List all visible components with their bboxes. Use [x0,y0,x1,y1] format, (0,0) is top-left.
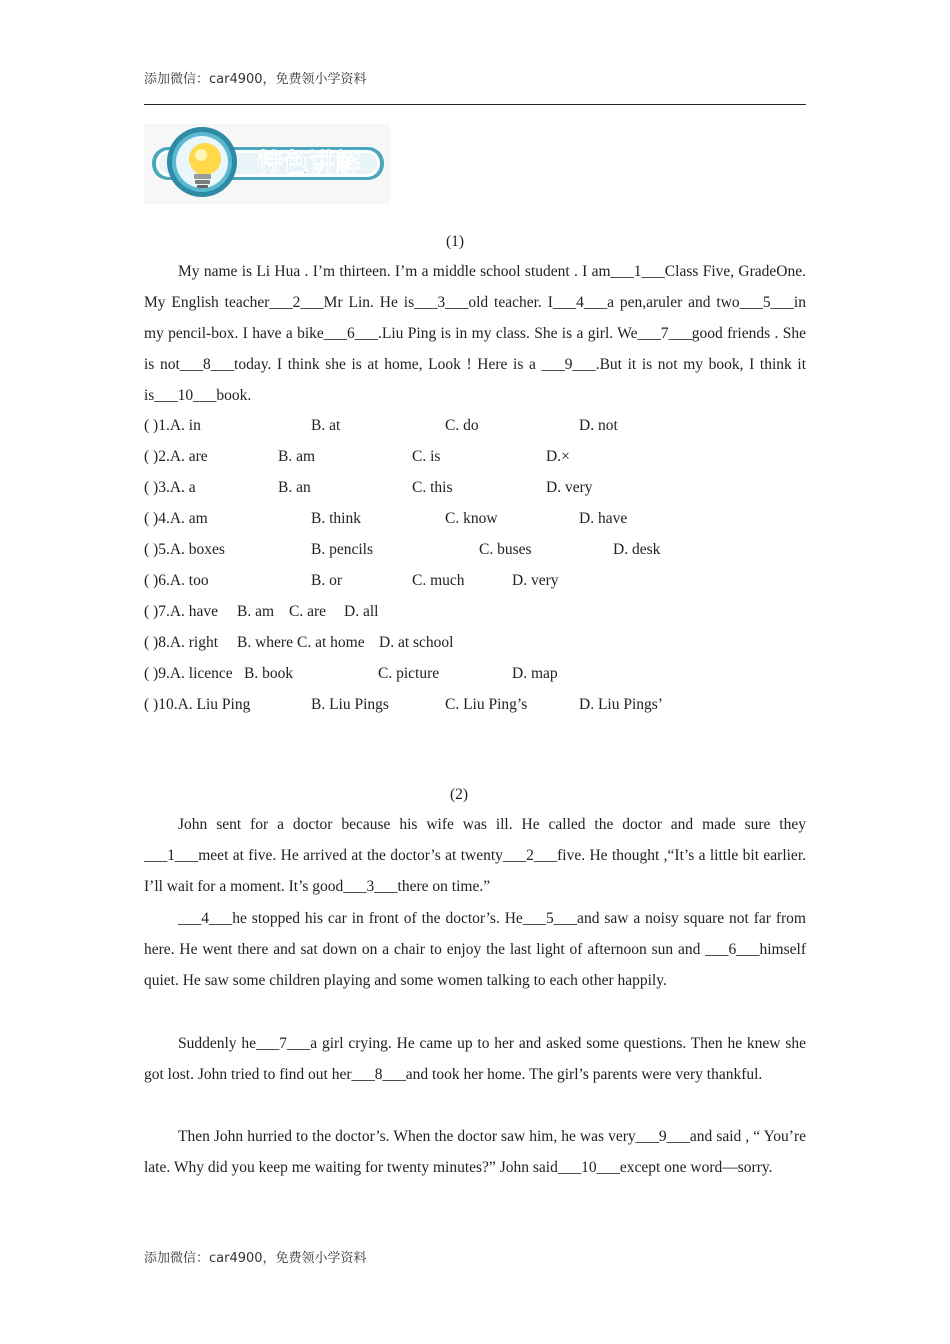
option-d: D. at school [379,634,454,651]
option-c: C. at home [297,634,365,651]
option-a: ( )8.A. right [144,634,219,651]
option-d: D. all [344,603,379,620]
section2-title: (2) [449,786,469,803]
section2-paragraph: Suddenly he___7___a girl crying. He came up to her and asked some questions. Then he knew she got lost. John tried to find out her___8___and took her home. The girl’s parents were very thankful. [144,1035,806,1083]
option-d: D. desk [613,541,661,558]
option-b: B. Liu Pings [311,696,389,713]
page-header: 添加微信：car4900，免费领小学资料 [144,72,367,87]
option-d: D. map [512,665,558,682]
option-c: C. this [412,479,453,496]
option-a: ( )9.A. licence [144,665,233,682]
option-d: D. have [579,510,628,527]
option-a: ( )4.A. am [144,510,208,527]
option-c: C. know [445,510,498,527]
section2-paragraph: Then John hurried to the doctor’s. When the doctor saw him, he was very___9___and said , “ You’re late. Why did you keep me waiting for twenty minutes?” John said___10___except one word—sorry. [144,1128,806,1176]
option-a: ( )3.A. a [144,479,196,496]
option-a: ( )1.A. in [144,417,201,434]
option-b: B. think [311,510,361,527]
option-a: ( )7.A. have [144,603,219,620]
option-c: C. is [412,448,441,465]
option-d: D. very [512,572,559,589]
lightbulb-badge-icon [144,124,390,204]
option-c: C. picture [378,665,440,682]
option-b: B. book [244,665,294,682]
option-a: ( )5.A. boxes [144,541,225,558]
option-c: C. do [445,417,479,434]
option-d: D.× [546,448,570,465]
option-a: ( )10.A. Liu Ping [144,696,251,713]
option-c: C. Liu Ping’s [445,696,528,713]
header-rule [144,104,806,105]
option-d: D. very [546,479,593,496]
feature-badge [144,124,390,204]
badge-label: 特色讲解 [256,149,362,179]
option-a: ( )2.A. are [144,448,208,465]
option-c: C. buses [479,541,532,558]
option-c: C. are [289,603,327,620]
section1-passage: My name is Li Hua . I’m thirteen. I’m a middle school student . I am___1___Class Five, GradeOne. My English teacher___2___Mr Lin. He is___3___old teacher. I___4___a pen,aruler and two___5___in my pencil-box. I have a bike___6___.Liu Ping is in my class. She is a girl. We___7___good friends . She is not___8___today. I think she is at home, Look ! Here is a ___9___.But it is not my book, I think it is___10___book. [144,263,806,404]
option-c: C. much [412,572,465,589]
section2-paragraph: ___4___he stopped his car in front of the doctor’s. He___5___and saw a noisy square not far from here. He went there and sat down on a chair to enjoy the last light of afternoon sun and ___6___himself quiet. He saw some children playing and some women talking to each other happily. [144,910,806,989]
option-b: B. am [278,448,316,465]
page-footer: 添加微信：car4900，免费领小学资料 [144,1251,367,1266]
option-b: B. am [237,603,275,620]
section2-paragraph: John sent for a doctor because his wife was ill. He called the doctor and made sure they ___1___meet at five. He arrived at the doctor’s at twenty___2___five. He thought ,“It’s a little bit earlier. I’ll wait for a moment. It’s good___3___there on time.” [144,816,806,895]
option-b: B. where [237,634,293,651]
option-b: B. or [311,572,342,589]
option-b: B. pencils [311,541,373,558]
option-b: B. an [278,479,311,496]
option-d: D. Liu Pings’ [579,696,663,713]
option-a: ( )6.A. too [144,572,209,589]
option-d: D. not [579,417,618,434]
option-b: B. at [311,417,341,434]
section1-title: (1) [445,233,465,250]
